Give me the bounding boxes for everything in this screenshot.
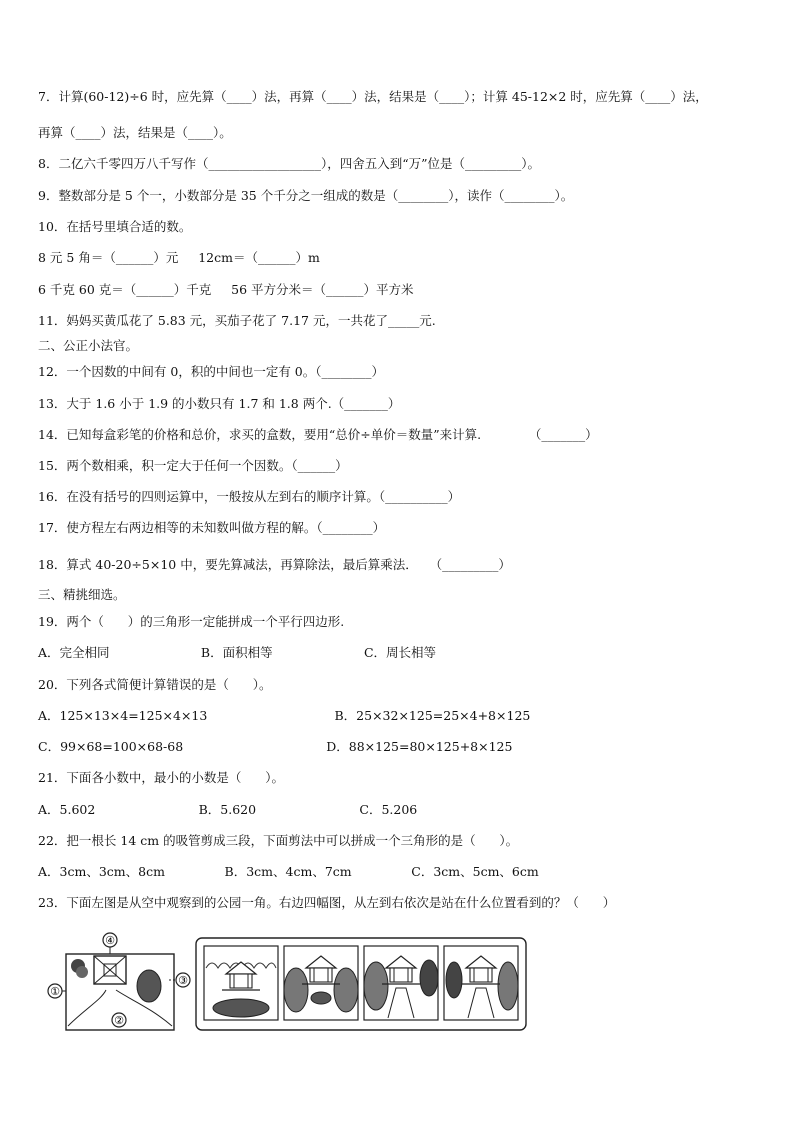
question-20-options-row-2: C．99×68=100×68-68 D．88×125=80×125+8×125 xyxy=(38,739,513,754)
section-3-heading: 三、精挑细选。 xyxy=(38,587,126,602)
view-4 xyxy=(444,946,518,1020)
park-views-figure xyxy=(46,928,530,1036)
section-2-heading: 二、公正小法官。 xyxy=(38,338,139,353)
view-3 xyxy=(364,946,438,1020)
question-7-line-1: 7．计算(60-12)÷6 时，应先算（____）法，再算（____）法，结果是（____）；计算 45-12×2 时，应先算（____）法， xyxy=(38,89,708,104)
question-8: 8．二亿六千零四万八千写作（__________________），四舍五入到“万”位是（_________）。 xyxy=(38,156,540,171)
point-2-label: ② xyxy=(114,1014,124,1027)
point-3-label: ③ xyxy=(178,974,188,987)
question-12: 12．一个因数的中间有 0，积的中间也一定有 0。（________） xyxy=(38,364,385,379)
question-19: 19．两个（ ）的三角形一定能拼成一个平行四边形. xyxy=(38,614,345,629)
question-20-options-row-1: A．125×13×4=125×4×13 B．25×32×125=25×4+8×125 xyxy=(38,708,531,723)
question-11: 11．妈妈买黄瓜花了 5.83 元，买茄子花了 7.17 元，一共花了_____元. xyxy=(38,313,436,328)
question-15: 15．两个数相乘，积一定大于任何一个因数。（______） xyxy=(38,458,348,473)
question-19-options: A．完全相同 B．面积相等 C．周长相等 xyxy=(38,645,437,660)
four-views-panel xyxy=(196,938,526,1030)
question-9: 9．整数部分是 5 个一，小数部分是 35 个千分之一组成的数是（________），读作（________）。 xyxy=(38,188,574,203)
question-16: 16．在没有括号的四则运算中，一般按从左到右的顺序计算。（__________） xyxy=(38,489,461,504)
question-10: 10．在括号里填合适的数。 xyxy=(38,219,192,234)
question-18: 18．算式 40-20÷5×10 中，要先算减法，再算除法，最后算乘法． （_________） xyxy=(38,557,511,572)
question-21-options: A．5.602 B．5.620 C．5.206 xyxy=(38,802,418,817)
view-2 xyxy=(284,946,358,1020)
question-14: 14．已知每盒彩笔的价格和总价，求买的盒数，要用“总价÷单价＝数量”来计算. （_______） xyxy=(38,427,598,442)
point-1-label: ① xyxy=(50,985,60,998)
aerial-map xyxy=(48,933,190,1030)
question-20: 20．下列各式简便计算错误的是（ ）。 xyxy=(38,677,272,692)
question-13: 13．大于 1.6 小于 1.9 的小数只有 1.7 和 1.8 两个.（_______） xyxy=(38,396,401,411)
point-4-label: ④ xyxy=(105,934,115,947)
question-10-part-a: 8 元 5 角＝（______）元 12cm＝（______）m xyxy=(38,250,320,265)
question-22-options: A．3cm、3cm、8cm B．3cm、4cm、7cm C．3cm、5cm、6cm xyxy=(38,864,539,879)
question-7-line-2: 再算（____）法，结果是（____）。 xyxy=(38,125,232,140)
view-1 xyxy=(204,946,278,1020)
question-22: 22．把一根长 14 cm 的吸管剪成三段，下面剪法中可以拼成一个三角形的是（ ）。 xyxy=(38,833,519,848)
question-21: 21．下面各小数中，最小的小数是（ ）。 xyxy=(38,770,284,785)
question-10-part-b: 6 千克 60 克＝（______）千克 56 平方分米＝（______）平方米 xyxy=(38,282,414,297)
park-views-drawing xyxy=(46,928,530,1036)
question-17: 17．使方程左右两边相等的未知数叫做方程的解。（________） xyxy=(38,520,386,535)
question-23: 23．下面左图是从空中观察到的公园一角。右边四幅图，从左到右依次是站在什么位置看到的？（ ） xyxy=(38,895,616,910)
